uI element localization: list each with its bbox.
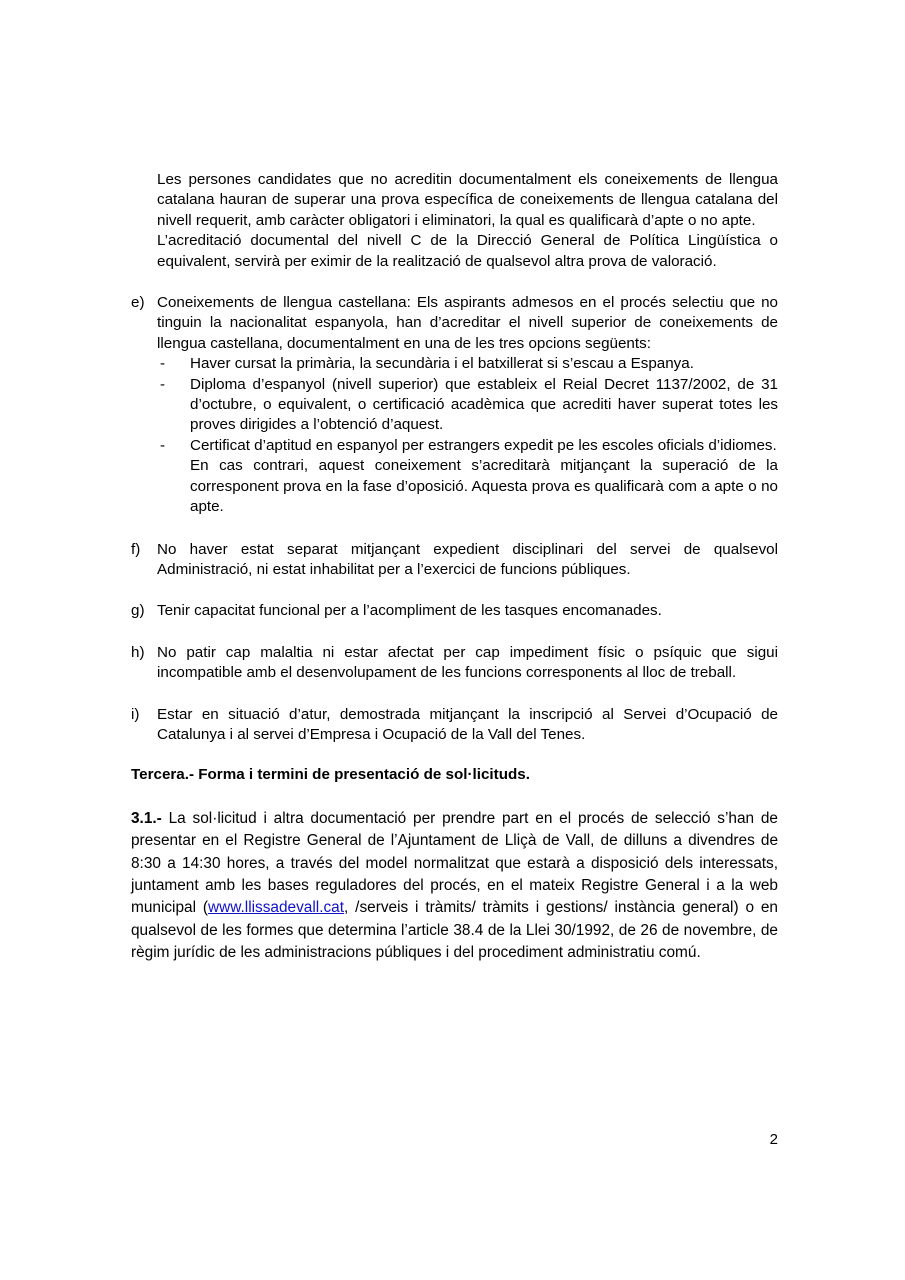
list-item-e [131, 293, 778, 354]
list-marker-g: g) [131, 602, 145, 620]
list-body-i: Estar en situació d’atur, demostrada mitjançant la inscripció al Servei d’Ocupació de Catalunya i al servei d’Empresa i Ocupació de la Vall del Tenes. [157, 705, 778, 743]
list-marker-h: h) [131, 643, 145, 661]
section-heading: Tercera.- Forma i termini de presentació de sol·licituds. [131, 766, 530, 784]
dash-marker-icon: - [160, 375, 166, 393]
spacer [131, 786, 778, 808]
sublist-e [160, 354, 778, 456]
spacer [131, 272, 778, 293]
list-marker-f: f) [131, 540, 141, 558]
list-marker-e: e) [131, 294, 145, 312]
sublist-item [160, 436, 778, 456]
sublist-item-text: Certificat d’aptitud en espanyol per estrangers expedit pe les escoles oficials d’idiomes. [190, 436, 777, 454]
clause-paragraph [131, 808, 778, 965]
list-item-i [131, 705, 778, 746]
dash-marker-icon: - [160, 355, 166, 373]
clause-text-after-link: , /serveis i tràmits/ tràmits i gestions/ instància general) o en qualsevol de les formes que determina l’article 38.4 de la Llei 30/1992, de 26 de novembre, de règim jurídic de les administracions públiques i del procediment administratiu comú. [131, 899, 778, 962]
list-marker-i: i) [131, 705, 140, 723]
list-body-h: No patir cap malaltia ni estar afectat per cap impediment físic o psíquic que sigui incompatible amb el desenvolupament de les funcions corresponents al lloc de treball. [157, 643, 778, 682]
sublist-item-text: Haver cursat la primària, la secundària i el batxillerat si s’escau a Espanya. [190, 355, 694, 373]
list-body-e: Coneixements de llengua castellana: Els aspirants admesos en el procés selectiu que no tinguin la nacionalitat espanyola, han d’acreditar el nivell superior de coneixements de llengua castellana, documentalment en una de les tres opcions següents: [157, 294, 778, 352]
list-body-f: No haver estat separat mitjançant expedient disciplinari del servei de qualsevol Administració, ni estat inhabilitat per a l’exercici de funcions públiques. [157, 540, 778, 578]
intro-paragraph-1: Les persones candidates que no acreditin documentalment els coneixements de llengua catalana hauran de superar una prova específica de coneixements de llengua catalana del nivell requerit, amb caràcter obligatori i eliminatori, la qual es qualificarà d’apte o no apte. [157, 171, 778, 229]
page-number: 2 [769, 1131, 778, 1148]
list-item-g [131, 601, 778, 621]
spacer [131, 518, 778, 540]
spacer [131, 622, 778, 643]
list-item-f [131, 540, 778, 581]
intro-paragraph-2: L’acreditació documental del nivell C de la Direcció General de Política Lingüística o equivalent, servirà per eximir de la realització de qualsevol altra prova de valoració. [157, 232, 778, 270]
clause-text-before-link: La sol·licitud i altra documentació per prendre part en el procés de selecció s’han de presentar en el Registre General de l’Ajuntament de Lliçà de Vall, de dilluns a divendres de 8:30 a 14:30 hores, a través del model normalitzat que estarà a disposició dels interessats, juntament amb les bases reguladores del procés, en el mateix Registre General i a la web municipal ( [131, 809, 778, 917]
sublist-item [160, 354, 778, 374]
sublist-item [160, 375, 778, 436]
list-body-g: Tenir capacitat funcional per a l’acompliment de les tasques encomanades. [157, 602, 662, 620]
spacer [131, 684, 778, 705]
list-item-h [131, 643, 778, 684]
spacer [131, 580, 778, 601]
sublist-note: En cas contrari, aquest coneixement s’acreditarà mitjançant la superació de la corresponent prova en la fase d’oposició. Aquesta prova es qualificarà com a apte o no apte. [190, 457, 778, 516]
document-body [131, 170, 778, 965]
clause-number: 3.1.- [131, 809, 162, 827]
dash-marker-icon: - [160, 436, 166, 454]
sublist-item-text: Diploma d’espanyol (nivell superior) que estableix el Reial Decret 1137/2002, de 31 d’octubre, o equivalent, o certificació acadèmica que acrediti haver superat totes les proves dirigides a l’obtenció d’aquest. [190, 375, 778, 434]
municipal-website-link[interactable]: www.llissadevall.cat [208, 899, 345, 917]
spacer [131, 745, 778, 765]
